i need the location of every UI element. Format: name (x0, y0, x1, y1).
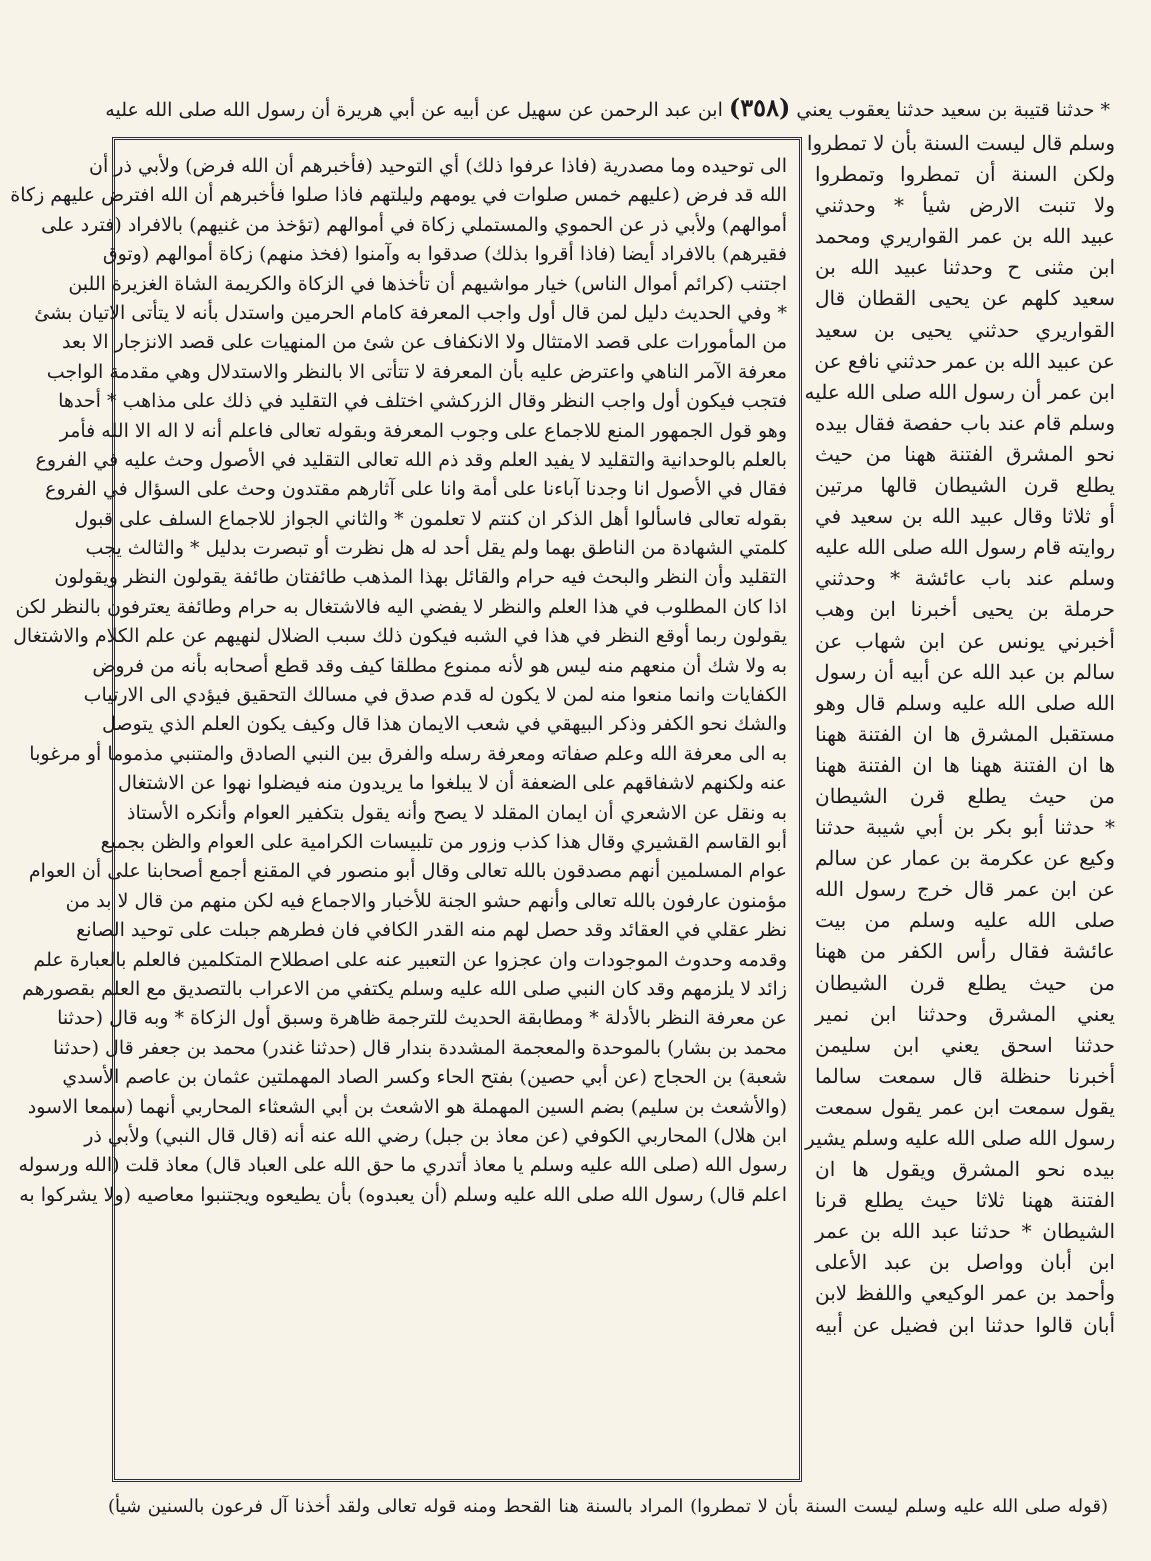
header-left-text: ابن عبد الرحمن عن سهيل عن أبيه عن أبي هريرة أن رسول الله صلى الله عليه (105, 99, 723, 121)
main-line: الى توحيده وما مصدرية (فاذا عرفوا ذلك) أي التوحيد (فأخبرهم أن الله فرض) ولأبي ذر أن (89, 155, 787, 177)
main-line: الكفايات وانما منعوا منه لمن لا يكون له قدم صدق في مسالك التحقيق فيؤدي الى الارتياب (83, 684, 787, 707)
margin-line: حدثنا اسحق يعني ابن سليمن (815, 1032, 1115, 1057)
margin-line: وسلم قال ليست السنة بأن لا تمطروا (806, 131, 1115, 155)
main-line: أبو القاسم القشيري وقال هذا كذب وزور من تلبيسات الكرامية على العوام والظن بجميع (100, 830, 787, 853)
footnote: (قوله صلى الله عليه وسلم ليست السنة بأن لا تمطروا) المراد بالسنة هنا القحط ومنه قوله تعالى ولقد أخذنا آل فرعون بالسنين شيأ) (108, 1496, 1108, 1517)
margin-line: أخبرني يونس عن ابن شهاب عن (815, 628, 1115, 653)
margin-line: وسلم قام عند باب حفصة فقال بيده (815, 410, 1115, 435)
main-line: شعبة) بن الحجاج (عن أبي حصين) بفتح الحاء وكسر الصاد المهملتين عثمان بن عاصم الأسدي (62, 1066, 787, 1089)
main-line: وقدمه وحدوث الموجودات وان عجزوا عن التعبير عنه على اصطلاح المتكلمين فالعلم بالعبارة علم (33, 948, 787, 971)
main-line: اجتنب (كرائم أموال الناس) خيار مواشيهم أن تأخذها في الزكاة والكريمة الشاة الغزيرة اللبن (68, 272, 787, 295)
margin-line: أبان قالوا حدثنا ابن فضيل عن أبيه (815, 1312, 1115, 1337)
margin-line: عبيد الله بن عمر القواريري ومحمد (815, 224, 1115, 249)
main-line: به ونقل عن الاشعري أن ايمان المقلد لا يصح وأنه يقول بتكفير العوام وأنكره الأستاذ (127, 801, 787, 824)
main-line: فقيرهم) بالافراد أيضا (فاذا أقروا بذلك) صدقوا به وآمنوا (فخذ منهم) زكاة أموالهم (وتوق (102, 243, 787, 266)
main-line: به ولا شك أن منعهم منه ليس هو لأنه ممنوع مطلقا كيف وقد قطع أصحابه بأنه من فروض (92, 654, 787, 677)
main-line: اذا كان المطلوب في هذا العلم والنظر لا يفضي اليه فالاشتغال به حرام وطائفة يعترفون بالنظر لكن (15, 595, 787, 618)
margin-line: عن عبيد الله بن عمر حدثني نافع عن (814, 348, 1115, 373)
main-line: * وفي الحديث دليل لمن قال أول واجب المعرفة كامام الحرمين واستدل بأنه لا يتأتى الاتيان بشئ (34, 301, 787, 324)
margin-line: وأحمد بن عمر الوكيعي واللفظ لابن (815, 1281, 1115, 1306)
main-line: من المأمورات على قصد الامتثال ولا الانكفاف عن شئ من المنهيات على قصد الانزجار الا بعد (61, 331, 787, 354)
main-line: التقليد وأن النظر والبحث فيه حرام والقائل بهذا المذهب طائفتان طائفة يقولون النظر ويقولون (54, 566, 787, 589)
margin-line: عائشة فقال رأس الكفر من ههنا (815, 939, 1115, 964)
main-line: عنه ولكنهم لاشفاقهم على الضعفة أن لا يبلغوا ما يريدون منه فيضلوا نهوا عن الاشتغال (117, 772, 787, 795)
margin-line: عن ابن عمر قال خرج رسول الله (815, 877, 1115, 902)
header-right-text: * حدثنا قتيبة بن سعيد حدثنا يعقوب يعني (796, 99, 1110, 121)
margin-line: يطلع قرن الشيطان قالها مرتين (815, 473, 1115, 498)
margin-line: ابن عمر أن رسول الله صلى الله عليه (804, 379, 1115, 404)
main-line: أموالهم) ولأبي ذر عن الحموي والمستملي زكاة في أموالهم (تؤخذ من غنيهم) بالافراد (فترد على (41, 213, 787, 236)
margin-line: من حيث يطلع قرن الشيطان (815, 783, 1115, 808)
margin-line: أخبرنا حنظلة قال سمعت سالما (815, 1063, 1115, 1088)
margin-column (804, 128, 1115, 1488)
main-line: والشك نحو الكفر وذكر البيهقي في شعب الايمان هذا قال وكيف يكون العلم الذي يتوصل (101, 713, 787, 736)
margin-line: ولكن السنة أن تمطروا وتمطروا (815, 162, 1115, 187)
margin-line: أو ثلاثا وقال عبيد الله بن سعيد في (815, 504, 1115, 529)
main-line: كلمتي الشهادة من الناطق بهما ولم يقل أحد له هل نظرت أو تبصرت بدليل * والثالث يجب (85, 537, 787, 560)
main-line: فقال في الأصول انا وجدنا آباءنا على أمة وانا على آثارهم مقتدون وحث على السؤال في الفروع (45, 478, 787, 501)
main-line: بقوله تعالى فاسألوا أهل الذكر ان كنتم لا تعلمون * والثاني الجواز للاجماع السلف على قبول (74, 507, 787, 530)
margin-line: روايته قام رسول الله صلى الله عليه (815, 535, 1115, 560)
margin-line: رسول الله صلى الله عليه وسلم يشير (805, 1126, 1115, 1150)
margin-line: ولا تنبت الارض شيأ * وحدثني (815, 193, 1115, 218)
margin-line: من حيث يطلع قرن الشيطان (815, 970, 1115, 995)
margin-line: يعني المشرق وحدثنا ابن نمير (815, 1001, 1115, 1026)
main-line: نظر عقلي في العقائد وقد حصل لهم منه القدر الكافي فان فطرهم جبلت على توحيد الصانع (76, 919, 787, 942)
main-line: عوام المسلمين أنهم مصدقون بالله تعالى وقال أبو منصور في المقنع أجمع أصحابنا على أن العوام (28, 860, 787, 883)
page-number: (٣٥٨) (728, 93, 791, 122)
main-line: به الى معرفة الله وعلم صفاته ومعرفة رسله والفرق بين النبي الصادق والمتنبي مذموما أو مرغوبا (29, 742, 787, 765)
margin-line: يقول سمعت ابن عمر يقول سمعت (815, 1094, 1115, 1119)
margin-line: * حدثنا أبو بكر بن أبي شيبة حدثنا (815, 815, 1115, 840)
margin-line: صلى الله عليه وسلم من بيت (815, 908, 1115, 933)
margin-line: الفتنة ههنا ثلاثا حيث يطلع قرنا (815, 1188, 1115, 1213)
margin-line: الله صلى الله عليه وسلم قال وهو (815, 690, 1115, 715)
margin-line: سالم بن عبد الله عن أبيه أن رسول (815, 659, 1115, 684)
main-text-frame (10, 137, 802, 1482)
main-line: معرفة الآمر الناهي واعترض عليه بأن المعرفة لا تتأتى الا بالنظر والاستدلال وهي مقدمة الواجب (46, 360, 787, 383)
main-line: ابن هلال) المحاربي الكوفي (عن معاذ بن جبل) رضي الله عنه أنه (قال قال النبي) ولأبي ذر (84, 1124, 787, 1147)
main-line: عن معرفة النظر بالأدلة * ومطابقة الحديث للترجمة ظاهرة وسبق أول الزكاة * وبه قال (حدثنا (57, 1007, 787, 1030)
margin-line: وكيع عن عكرمة بن عمار عن سالم (815, 846, 1115, 871)
margin-line: وسلم عند باب عائشة * وحدثني (815, 566, 1115, 591)
margin-line: مستقبل المشرق ها ان الفتنة ههنا (815, 721, 1115, 746)
main-line: زائد لا يلزمهم وقد كان النبي صلى الله عليه وسلم يكتفي من الاعراب بالتصديق مع العلم بقصورهم (22, 977, 787, 1000)
margin-line: بيده نحو المشرق ويقول ها ان (815, 1157, 1115, 1182)
margin-line: حرملة بن يحيى أخبرنا ابن وهب (815, 597, 1115, 622)
main-line: الله قد فرض (عليهم خمس صلوات في يومهم وليلتهم فاذا صلوا فأخبرهم أن الله افترض عليهم زكاة (10, 184, 787, 207)
main-line: رسول الله (صلى الله عليه وسلم يا معاذ أتدري ما حق الله على العباد قال) معاذ قلت (الله ورسوله (18, 1154, 787, 1177)
main-line: مؤمنون عارفون بالله تعالى وأنهم حشو الجنة للأخبار والاجماع فيه لكن منهم من قال لا بد من (65, 889, 787, 912)
main-line: بالعلم بالوحدانية والتقليد لا يفيد العلم وقد ذم الله تعالى التقليد في الأصول وحث عليه في الفروع (35, 448, 787, 471)
main-line: (والأشعث بن سليم) بضم السين المهملة هو الاشعث بن أبي الشعثاء المحاربي أنهما (سمعا الاسود (27, 1095, 787, 1118)
margin-line: القواريري حدثني يحيى بن سعيد (815, 317, 1115, 342)
main-line: فتجب فيكون أول واجب النظر وقال الزركشي اختلف في التقليد في ذلك على مذاهب * أحدها (58, 390, 787, 413)
margin-line: نحو المشرق الفتنة ههنا من حيث (815, 441, 1115, 466)
margin-line: ها ان الفتنة ههنا ها ان الفتنة ههنا (815, 752, 1115, 777)
margin-line: ابن مثنى ح وحدثنا عبيد الله بن (815, 255, 1115, 280)
main-line: وهو قول الجمهور المنع للاجماع على وجوب المعرفة وبقوله تعالى فاعلم أنه لا اله الا الله فأمر (59, 419, 787, 442)
running-header (40, 92, 1110, 124)
main-line: يقولون ربما أوقع النظر في هذا في الشبه فيكون ذلك سبب الضلال لنهيهم عن علم الكلام والاشتغال (13, 625, 787, 648)
margin-line: سعيد كلهم عن يحيى القطان قال (815, 286, 1115, 311)
main-line: محمد بن بشار) بالموحدة والمعجمة المشددة بندار قال (حدثنا غندر) محمد بن جعفر قال (حدثنا (53, 1036, 787, 1059)
margin-line: ابن أبان وواصل بن عبد الأعلى (815, 1250, 1115, 1275)
margin-line: الشيطان * حدثنا عبد الله بن عمر (815, 1219, 1115, 1244)
main-line: اعلم قال) رسول الله صلى الله عليه وسلم (أن يعبدوه) بأن يطيعوه ويجتنبوا معاصيه (ولا يشركوا به (19, 1183, 787, 1206)
